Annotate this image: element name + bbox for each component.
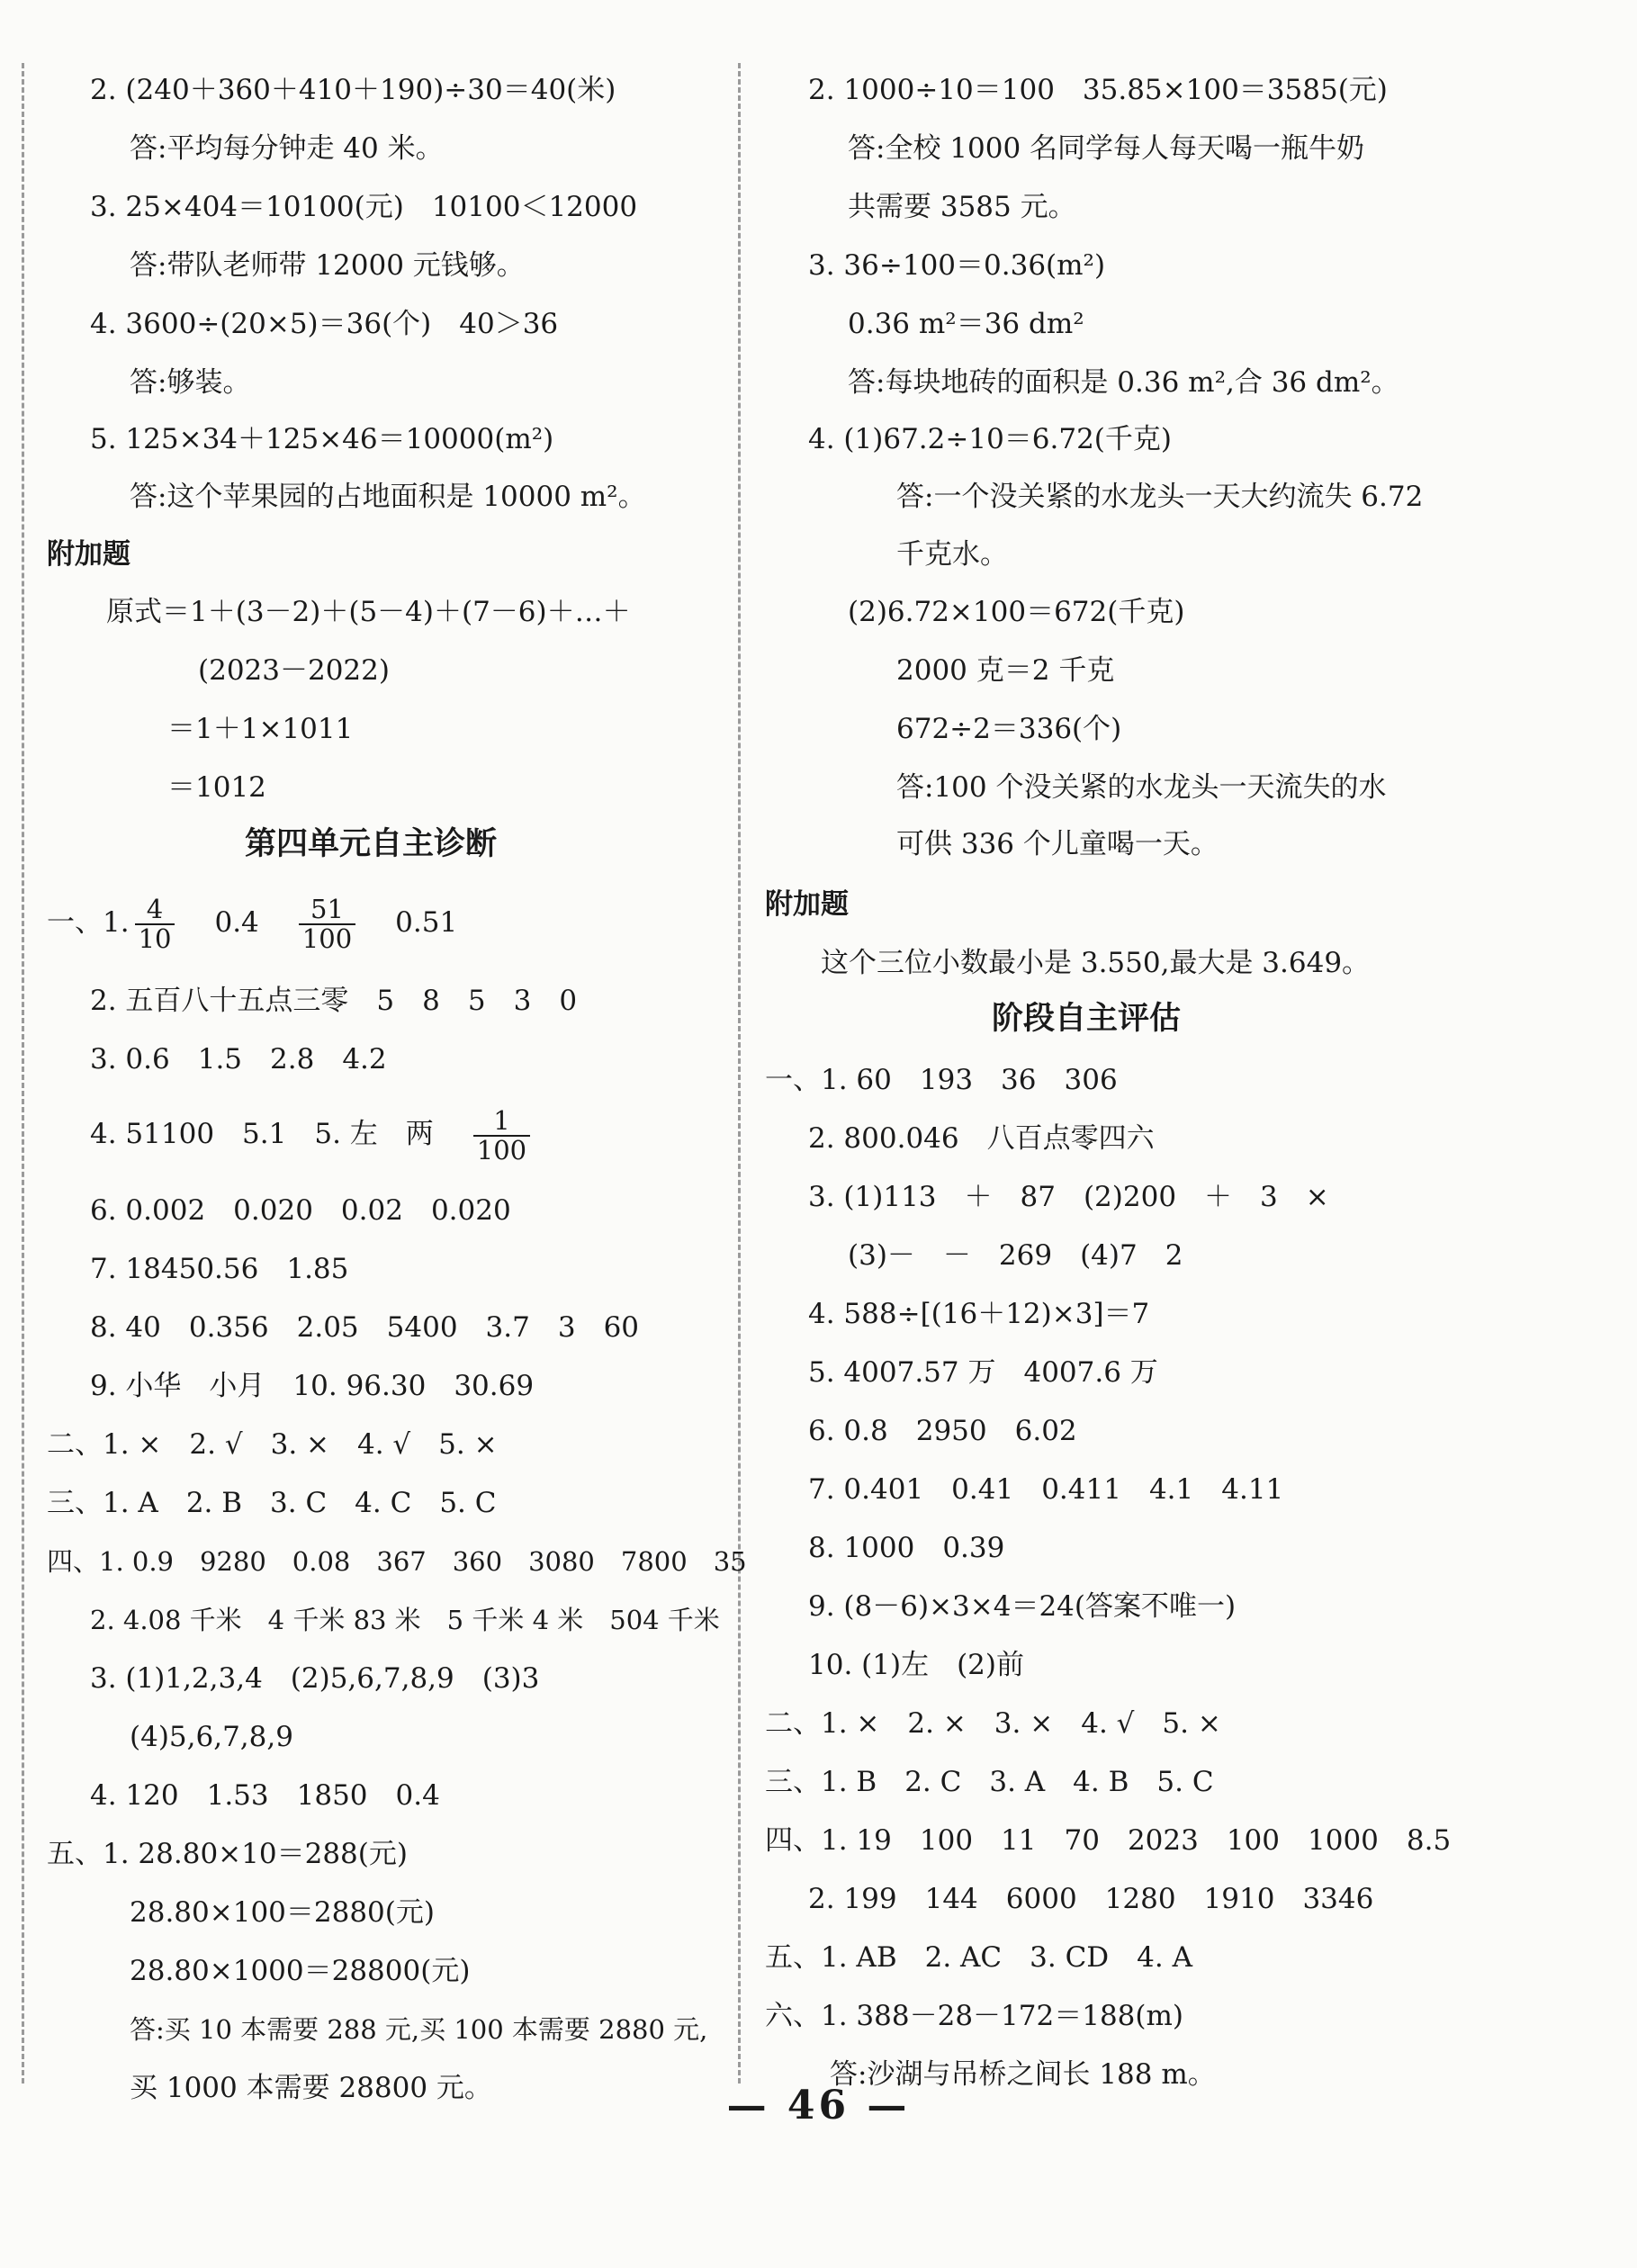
answer-line: 4. (1)67.2÷10＝6.72(千克)	[808, 423, 1172, 455]
answer-line: 6. 0.8 2950 6.02	[808, 1415, 1077, 1447]
answer-line: (2023－2022)	[198, 654, 390, 687]
answer-text: 4. 51100 5.1 5. 左 两	[90, 1118, 434, 1150]
answer-line: 六、1. 388－28－172＝188(m)	[765, 2000, 1183, 2032]
answer-line: ＝1＋1×1011	[167, 713, 354, 745]
answer-line: 2. 五百八十五点三零 5 8 5 3 0	[90, 985, 578, 1017]
answer-line: 二、1. × 2. × 3. × 4. √ 5. ×	[765, 1707, 1221, 1740]
answer-line: 二、1. × 2. √ 3. × 4. √ 5. ×	[47, 1428, 498, 1461]
answer-line: 3. 25×404＝10100(元) 10100＜12000	[90, 191, 638, 223]
answer-line: (4)5,6,7,8,9	[130, 1721, 293, 1753]
answer-line: 答:带队老师带 12000 元钱够。	[130, 249, 525, 282]
fraction: $\frac{1}{100}$	[473, 1107, 530, 1164]
answer-line: 3. 0.6 1.5 2.8 4.2	[90, 1043, 387, 1076]
answer-line: 7. 0.401 0.41 0.411 4.1 4.11	[808, 1473, 1284, 1506]
answer-line: 三、1. B 2. C 3. A 4. B 5. C	[765, 1766, 1214, 1798]
page-number: — 46 —	[726, 2083, 911, 2128]
answer-line: 答:沙湖与吊桥之间长 188 m。	[830, 2058, 1216, 2091]
fraction: $\frac{4}{10}$	[135, 896, 175, 952]
answer-line: 2. 4.08 千米 4 千米 83 米 5 千米 4 米 504 千米	[90, 1605, 720, 1635]
answer-line: 672÷2＝336(个)	[896, 713, 1122, 745]
answer-line: 答:每块地砖的面积是 0.36 m²,合 36 dm²。	[848, 366, 1399, 399]
answer-line: 原式＝1＋(3－2)＋(5－4)＋(7－6)＋…＋	[106, 596, 631, 628]
answer-line: 这个三位小数最小是 3.550,最大是 3.649。	[821, 947, 1371, 979]
question-number: 一、1.	[47, 906, 130, 939]
answer-line: 答:这个苹果园的占地面积是 10000 m²。	[130, 481, 646, 513]
answer-line: 五、1. AB 2. AC 3. CD 4. A	[765, 1941, 1192, 1974]
answer-line: 一、1. 60 193 36 306	[765, 1064, 1118, 1096]
answer-line: 答:100 个没关紧的水龙头一天流失的水	[896, 771, 1387, 804]
answer-line: 9. 小华 小月 10. 96.30 30.69	[90, 1370, 535, 1402]
answer-line: 2. 199 144 6000 1280 1910 3346	[808, 1883, 1374, 1915]
fraction: $\frac{51}{100}$	[299, 896, 355, 952]
answer-line: 8. 40 0.356 2.05 5400 3.7 3 60	[90, 1311, 640, 1344]
extra-heading: 附加题	[765, 888, 849, 921]
answer-line-fractions	[47, 886, 457, 958]
answer-line: 9. (8－6)×3×4＝24(答案不唯一)	[808, 1590, 1237, 1623]
answer-line: (2)6.72×100＝672(千克)	[848, 596, 1185, 628]
answer-line: 2. (240＋360＋410＋190)÷30＝40(米)	[90, 74, 616, 106]
column-divider	[738, 63, 741, 2084]
answer-line: 答:够装。	[130, 366, 251, 399]
answer-line: 28.80×1000＝28800(元)	[130, 1955, 471, 1987]
answer-value: 0.4	[214, 906, 259, 939]
answer-line: 三、1. A 2. B 3. C 4. C 5. C	[47, 1487, 497, 1519]
answer-line: ＝1012	[167, 771, 266, 804]
answer-value: 0.51	[395, 906, 458, 939]
answer-line: 五、1. 28.80×10＝288(元)	[47, 1838, 408, 1870]
answer-line: 买 1000 本需要 28800 元。	[130, 2072, 492, 2104]
answer-line: 答:全校 1000 名同学每人每天喝一瓶牛奶	[848, 132, 1365, 165]
answer-line: (3)－ － 269 (4)7 2	[848, 1239, 1183, 1272]
answer-line: 6. 0.002 0.020 0.02 0.020	[90, 1194, 511, 1227]
answer-line: 0.36 m²＝36 dm²	[848, 308, 1084, 340]
answer-line: 4. 588÷[(16＋12)×3]＝7	[808, 1298, 1150, 1330]
answer-line: 答:买 10 本需要 288 元,买 100 本需要 2880 元,	[130, 2014, 708, 2045]
section-title: 阶段自主评估	[992, 1001, 1182, 1037]
answer-line: 2. 800.046 八百点零四六	[808, 1122, 1155, 1155]
answer-line: 7. 18450.56 1.85	[90, 1253, 349, 1285]
answer-line: 5. 125×34＋125×46＝10000(m²)	[90, 423, 554, 455]
answer-line: 2. 1000÷10＝100 35.85×100＝3585(元)	[808, 74, 1388, 106]
answer-line: 4. 120 1.53 1850 0.4	[90, 1779, 440, 1812]
answer-line: 3. (1)113 ＋ 87 (2)200 ＋ 3 ×	[808, 1181, 1329, 1213]
answer-line: 共需要 3585 元。	[848, 191, 1076, 223]
answer-line: 答:一个没关紧的水龙头一天大约流失 6.72	[896, 481, 1424, 513]
answer-line: 4. 3600÷(20×5)＝36(个) 40＞36	[90, 308, 559, 340]
extra-heading: 附加题	[47, 538, 130, 571]
answer-line: 答:平均每分钟走 40 米。	[130, 132, 444, 165]
answer-line: 四、1. 0.9 9280 0.08 367 360 3080 7800 35	[47, 1546, 747, 1577]
answer-line: 千克水。	[896, 538, 1008, 571]
left-margin-line	[22, 63, 24, 2084]
answer-line: 可供 336 个儿童喝一天。	[896, 828, 1219, 860]
answer-line: 2000 克＝2 千克	[896, 654, 1115, 687]
answer-line: 28.80×100＝2880(元)	[130, 1896, 435, 1929]
answer-line-fractions	[90, 1098, 535, 1170]
answer-line: 8. 1000 0.39	[808, 1532, 1005, 1564]
answer-line: 10. (1)左 (2)前	[808, 1649, 1024, 1681]
answer-line: 3. 36÷100＝0.36(m²)	[808, 249, 1106, 282]
answer-line: 3. (1)1,2,3,4 (2)5,6,7,8,9 (3)3	[90, 1662, 540, 1695]
answer-line: 四、1. 19 100 11 70 2023 100 1000 8.5	[765, 1824, 1452, 1857]
section-title: 第四单元自主诊断	[245, 826, 498, 862]
answer-line: 5. 4007.57 万 4007.6 万	[808, 1356, 1158, 1389]
